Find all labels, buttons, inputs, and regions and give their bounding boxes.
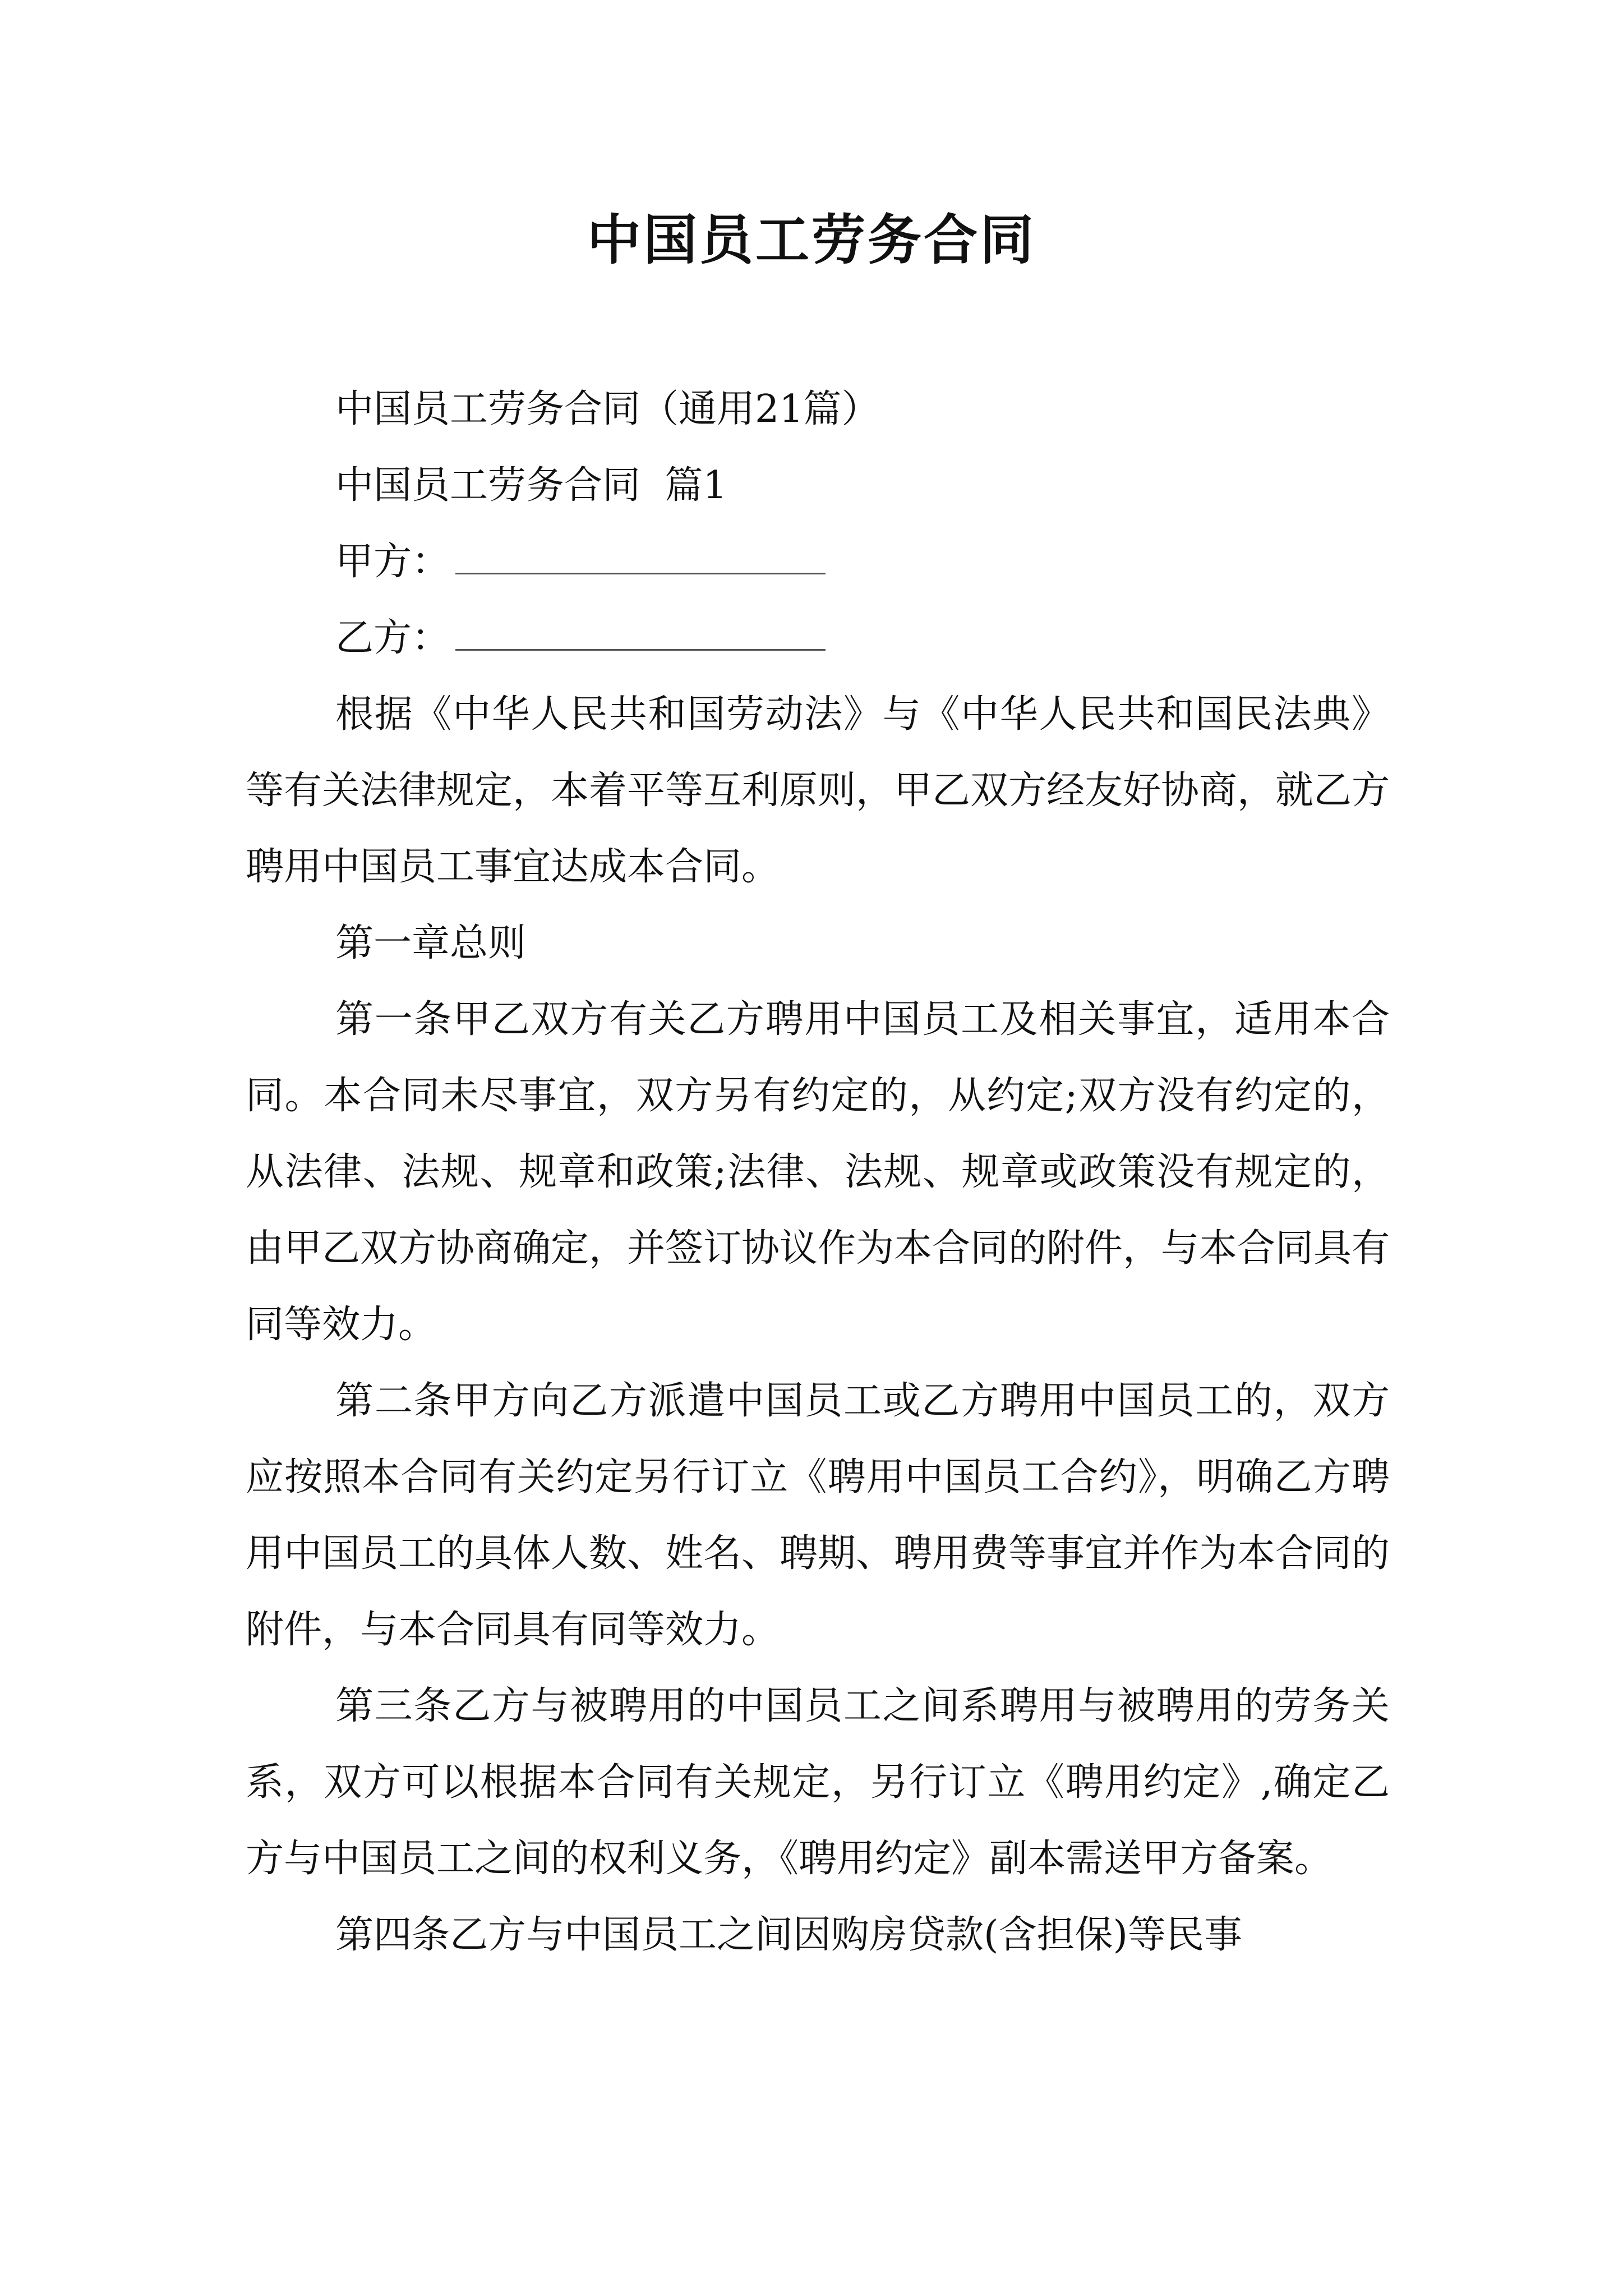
- party-b-blank: [455, 647, 826, 651]
- chapter-heading: 第一章总则: [335, 921, 527, 965]
- party-b-line: [246, 600, 1390, 677]
- intro-paragraph: 根据《中华人民共和国劳动法》与《中华人民共和国民法典》等有关法律规定，本着平等互利原则，甲乙双方经友好协商，就乙方聘用中国员工事宜达成本合同。: [246, 692, 1390, 889]
- party-a-label: 甲方：: [335, 540, 450, 584]
- party-a-blank: [455, 570, 826, 574]
- article-1: 第一条甲乙双方有关乙方聘用中国员工及相关事宜，适用本合同。本合同未尽事宜，双方另有约定的，从约定;双方没有约定的，从法律、法规、规章和政策;法律、法规、规章或政策没有规定的，由甲乙双方协商确定，并签订协议作为本合同的附件，与本合同具有同等效力。: [246, 997, 1390, 1347]
- document-subtitle: 中国员工劳务合同（通用21篇）: [335, 387, 880, 431]
- party-a-line: [246, 524, 1390, 600]
- document-body: [246, 371, 1390, 1973]
- article-4: 第四条乙方与中国员工之间因购房贷款(含担保)等民事: [335, 1913, 1243, 1957]
- document-title: 中国员工劳务合同: [587, 208, 1036, 272]
- article-2: 第二条甲方向乙方派遣中国员工或乙方聘用中国员工的，双方应按照本合同有关约定另行订立《聘用中国员工合约》，明确乙方聘用中国员工的具体人数、姓名、聘期、聘用费等事宜并作为本合同的附件，与本合同具有同等效力。: [246, 1379, 1390, 1652]
- section-heading: 中国员工劳务合同 篇1: [335, 463, 727, 508]
- party-b-label: 乙方：: [335, 616, 450, 660]
- article-3: 第三条乙方与被聘用的中国员工之间系聘用与被聘用的劳务关系，双方可以根据本合同有关规定，另行订立《聘用约定》,确定乙方与中国员工之间的权利义务，《聘用约定》副本需送甲方备案。: [246, 1684, 1390, 1881]
